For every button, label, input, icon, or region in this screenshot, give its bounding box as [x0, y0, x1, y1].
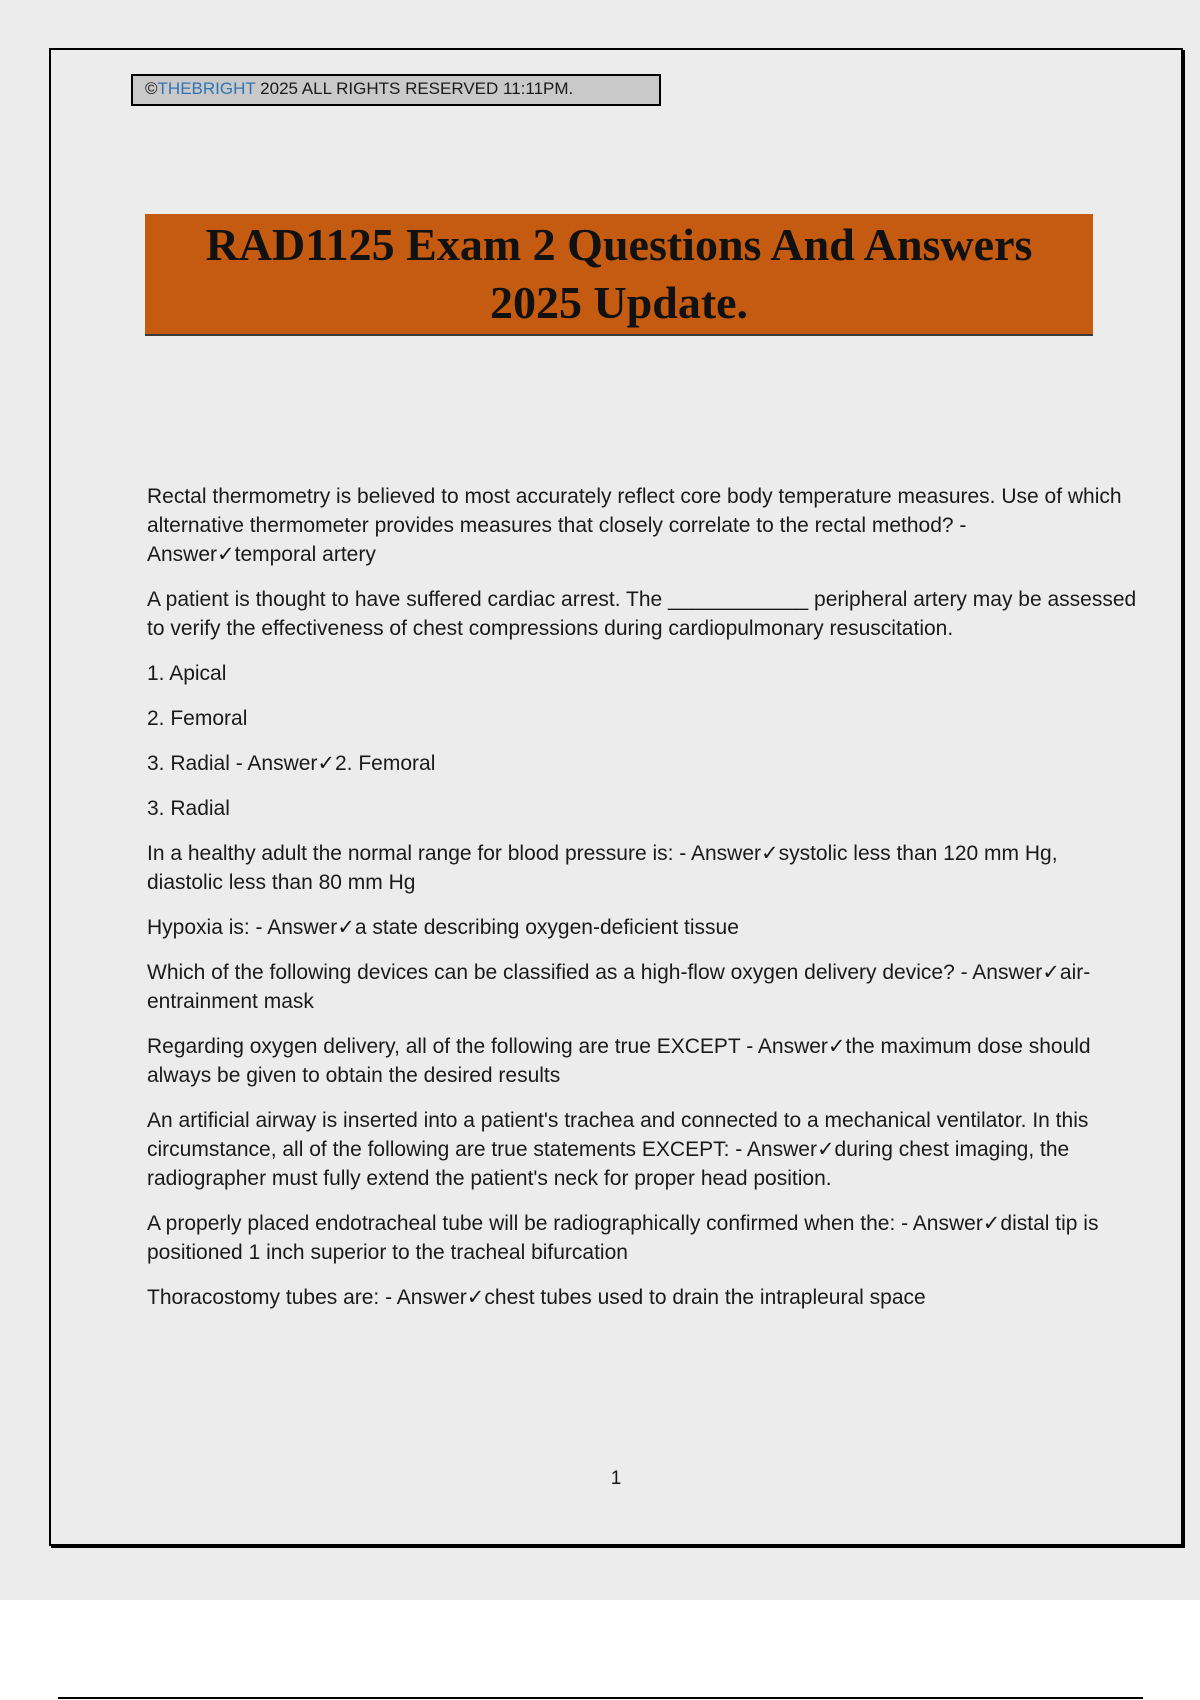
copyright-box: [131, 74, 661, 106]
title-line-2: 2025 Update.: [489, 277, 749, 328]
option-item: 2. Femoral: [147, 707, 248, 730]
paragraph: In a healthy adult the normal range for blood pressure is: - Answer✓systolic less than 120 mm Hg, diastolic less than 80 mm Hg: [147, 842, 1058, 894]
document-title: [159, 216, 1079, 332]
paragraph: Rectal thermometry is believed to most accurately reflect core body temperature measures. Use of which alternative thermometer provides measures that closely correlate to the rectal method? - Answer✓temporal artery: [147, 485, 1122, 566]
paragraph: Thoracostomy tubes are: - Answer✓chest tubes used to drain the intrapleural space: [147, 1286, 926, 1309]
paragraph: A patient is thought to have suffered cardiac arrest. The ____________ peripheral artery may be assessed to verify the effectiveness of chest compressions during cardiopulmonary resuscitation.: [147, 588, 1137, 640]
qa-content: [147, 482, 1137, 1328]
copyright-symbol: ©: [145, 79, 158, 98]
option-item: 3. Radial - Answer✓2. Femoral: [147, 752, 436, 775]
paragraph: Regarding oxygen delivery, all of the following are true EXCEPT - Answer✓the maximum dose should always be given to obtain the desired results: [147, 1035, 1091, 1087]
title-banner: [145, 214, 1093, 336]
paragraph: Which of the following devices can be classified as a high-flow oxygen delivery device? - Answer✓air-entrainment mask: [147, 961, 1091, 1013]
paragraph: Hypoxia is: - Answer✓a state describing oxygen-deficient tissue: [147, 916, 739, 939]
title-line-1: RAD1125 Exam 2 Questions And Answers: [205, 219, 1033, 270]
page-divider: [58, 1697, 1143, 1699]
paragraph: An artificial airway is inserted into a patient's trachea and connected to a mechanical ventilator. In this circumstance, all of the following are true statements EXCEPT: - Answer✓during chest imaging, the radiographer must fully extend the patient's neck for proper head position.: [147, 1109, 1089, 1190]
paragraph: A properly placed endotracheal tube will be radiographically confirmed when the: - Answer✓distal tip is positioned 1 inch superior to the tracheal bifurcation: [147, 1212, 1099, 1264]
document-page: [49, 48, 1183, 1546]
page-number: 1: [610, 1468, 622, 1489]
brand-name: THEBRIGHT: [157, 79, 256, 98]
option-item: 1. Apical: [147, 662, 227, 685]
copyright-text: 2025 ALL RIGHTS RESERVED 11:11PM.: [255, 79, 574, 98]
option-item: 3. Radial: [147, 797, 230, 820]
